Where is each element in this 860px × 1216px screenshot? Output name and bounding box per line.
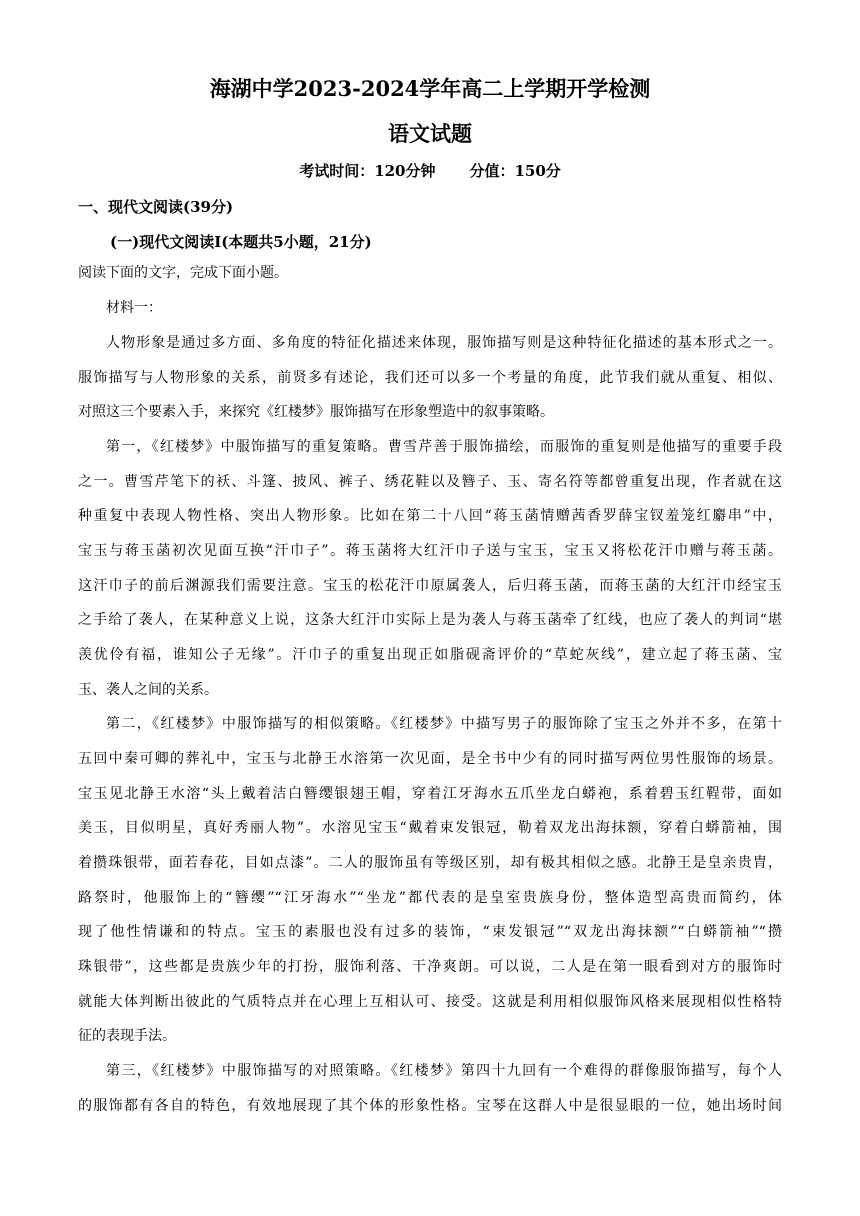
paragraph-line: 第一，《红楼梦》中服饰描写的重复策略。曹雪芹善于服饰描绘，而服饰的重复则是他描写的重要手段	[106, 439, 782, 455]
paragraph-line: 就能大体判断出彼此的气质特点并在心理上互相认可、接受。这就是利用相似服饰风格来展现相似性格特	[78, 994, 782, 1010]
exam-subtitle: 语文试题	[388, 121, 472, 146]
paragraph-line: 珠银带”，这些都是贵族少年的打扮，服饰利落、干净爽朗。可以说，二人是在第一眼看到对方的服饰时	[78, 959, 782, 975]
paragraph-line: 玉、袭人之间的关系。	[78, 682, 218, 698]
paragraph-line: 第三，《红楼梦》中服饰描写的对照策略。《红楼梦》第四十九回有一个难得的群像服饰描写，每个人	[106, 1063, 782, 1079]
paragraph-line: 之手给了袭人，在某种意义上说，这条大红汗巾实际上是为袭人与蒋玉菡牵了红线，也应了袭人的判词“堪	[78, 612, 782, 628]
paragraph-line: 第二，《红楼梦》中服饰描写的相似策略。《红楼梦》中描写男子的服饰除了宝玉之外并不多，在第十	[106, 716, 782, 732]
paragraph-line: 五回中秦可卿的葬礼中，宝玉与北静王水溶第一次见面，是全书中少有的同时描写两位男性服饰的场景。	[78, 751, 782, 767]
subsection-heading: (一)现代文阅读Ⅰ(本题共5小题，21分)	[110, 233, 372, 251]
paragraph-line: 着攒珠银带，面若春花，目如点漆”。二人的服饰虽有等级区别，却有极其相似之感。北静王是皇亲贵胄，	[78, 855, 782, 871]
paragraph-line: 现了他性情谦和的特点。宝玉的素服也没有过多的装饰，“束发银冠”“双龙出海抹额”“白蟒箭袖”“攒	[78, 924, 782, 940]
reading-instruction: 阅读下面的文字，完成下面小题。	[78, 265, 288, 281]
paragraph-line: 征的表现手法。	[78, 1028, 176, 1044]
paragraph-line: 服饰描写与人物形象的关系，前贤多有述论，我们还可以多一个考量的角度，此节我们就从重复、相似、	[78, 370, 782, 386]
paragraph-line: 对照这三个要素入手，来探究《红楼梦》服饰描写在形象塑造中的叙事策略。	[78, 404, 554, 420]
exam-meta	[0, 158, 860, 184]
paragraph-line: 路祭时，他服饰上的“簪缨”“江牙海水”“坐龙”都代表的是皇室贵族身份，整体造型高贵而简约，体	[78, 890, 782, 906]
paragraph-line: 美玉，目似明星，真好秀丽人物”。水溶见宝玉“戴着束发银冠，勒着双龙出海抹额，穿着白蟒箭袖，围	[78, 820, 782, 836]
exam-time: 考试时间：120分钟	[299, 162, 436, 180]
paragraph-line: 人物形象是通过多方面、多角度的特征化描述来体现，服饰描写则是这种特征化描述的基本形式之一。	[106, 335, 782, 351]
paragraph-line: 这汗巾子的前后渊源我们需要注意。宝玉的松花汗巾原属袭人，后归蒋玉菡，而蒋玉菡的大红汗巾经宝玉	[78, 578, 782, 594]
paragraph-line: 的服饰都有各自的特色，有效地展现了其个体的形象性格。宝琴在这群人中是很显眼的一位，她出场时间	[78, 1098, 782, 1114]
paragraph-line: 宝玉见北静王水溶“头上戴着洁白簪缨银翅王帽，穿着江牙海水五爪坐龙白蟒袍，系着碧玉红鞓带，面如	[78, 786, 782, 802]
paragraph-line: 之一。曹雪芹笔下的袄、斗篷、披风、裤子、绣花鞋以及簪子、玉、寄名符等都曾重复出现，作者就在这	[78, 474, 782, 490]
material-label: 材料一：	[106, 300, 162, 316]
paragraph-line: 宝玉与蒋玉菡初次见面互换“汗巾子”。蒋玉菡将大红汗巾子送与宝玉，宝玉又将松花汗巾赠与蒋玉菡。	[78, 543, 782, 559]
exam-title: 海湖中学2023-2024学年高二上学期开学检测	[209, 76, 651, 101]
section-heading: 一、现代文阅读(39分)	[78, 198, 234, 216]
paragraph-line: 种重复中表现人物性格、突出人物形象。比如在第二十八回“蒋玉菡情赠茜香罗薛宝钗羞笼红麝串”中，	[78, 508, 782, 524]
exam-score: 分值：150分	[469, 162, 561, 180]
paragraph-line: 羡优伶有福，谁知公子无缘”。汗巾子的重复出现正如脂砚斋评价的“草蛇灰线”，建立起了蒋玉菡、宝	[78, 647, 782, 663]
